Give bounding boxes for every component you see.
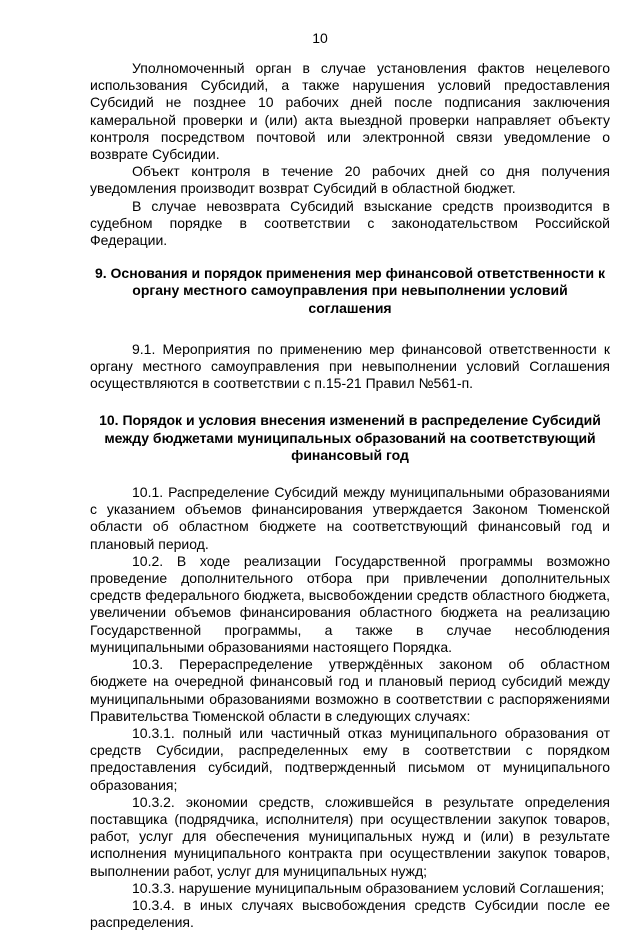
paragraph-10-2: 10.2. В ходе реализации Государственной программы возможно проведение дополнительного отбора при привлечении дополнительных средств федерального бюджета, высвобождении средств областного бюджета, увеличении объемов финансирования областного бюджета на реализацию Государственной программы, а также в случае несоблюдения муниципальными образованиями настоящего Порядка.: [90, 552, 610, 655]
page-number: 10: [312, 30, 328, 46]
paragraph-intro-2: Объект контроля в течение 20 рабочих дней со дня получения уведомления производит возврат Субсидий в областной бюджет.: [90, 163, 610, 197]
document-body: [90, 60, 610, 931]
paragraph-10-3: 10.3. Перераспределение утверждённых законом об областном бюджете на очередной финансовый год и плановый период субсидий между муниципальными образованиями возможно в соответствии с распоряжениями Правительства Тюменской области в следующих случаях:: [90, 656, 610, 724]
paragraph-intro-1: Уполномоченный орган в случае установления фактов нецелевого использования Субсидий, а также нарушения условий предоставления Субсидий не позднее 10 рабочих дней после подписания заключения камеральной проверки и (или) акта выездной проверки направляет объекту контроля посредством почтовой или электронной связи уведомление о возврате Субсидии.: [90, 60, 610, 163]
paragraph-10-3-3: 10.3.3. нарушение муниципальным образованием условий Соглашения;: [132, 879, 605, 896]
section-10-heading: 10. Порядок и условия внесения изменений в распределение Субсидий между бюджетами муниципальных образований на соответствующий финансовый год: [99, 412, 601, 463]
paragraph-9-1: 9.1. Мероприятия по применению мер финансовой ответственности к органу местного самоуправления при невыполнении условий Соглашения осуществляются в соответствии с п.15-21 Правил №561-п.: [90, 340, 610, 392]
section-9-heading: 9. Основания и порядок применения мер финансовой ответственности к органу местного самоуправления при невыполнении условий соглашения: [94, 265, 606, 316]
paragraph-10-3-2: 10.3.2. экономии средств, сложившейся в результате определения поставщика (подрядчика, исполнителя) при осуществлении закупок товаров, работ, услуг для обеспечения муниципальных нужд и (или) в результате исполнения муниципального контракта при осуществлении закупок товаров, выполнении работ, услуг для муниципальных нужд;: [90, 793, 610, 879]
paragraph-intro-3: В случае невозврата Субсидий взыскание средств производится в судебном порядке в соответствии с законодательством Российской Федерации.: [90, 197, 610, 249]
paragraph-10-1: 10.1. Распределение Субсидий между муниципальными образованиями с указанием объемов финансирования утверждается Законом Тюменской области об областном бюджете на соответствующий финансовый год и плановый период.: [90, 484, 610, 552]
paragraph-10-3-1: 10.3.1. полный или частичный отказ муниципального образования от средств Субсидии, распределенных ему в соответствии с порядком предоставления субсидий, подтвержденный письмом от муниципального образования;: [90, 724, 610, 793]
paragraph-10-3-4: 10.3.4. в иных случаях высвобождения средств Субсидии после ее распределения.: [90, 896, 610, 931]
